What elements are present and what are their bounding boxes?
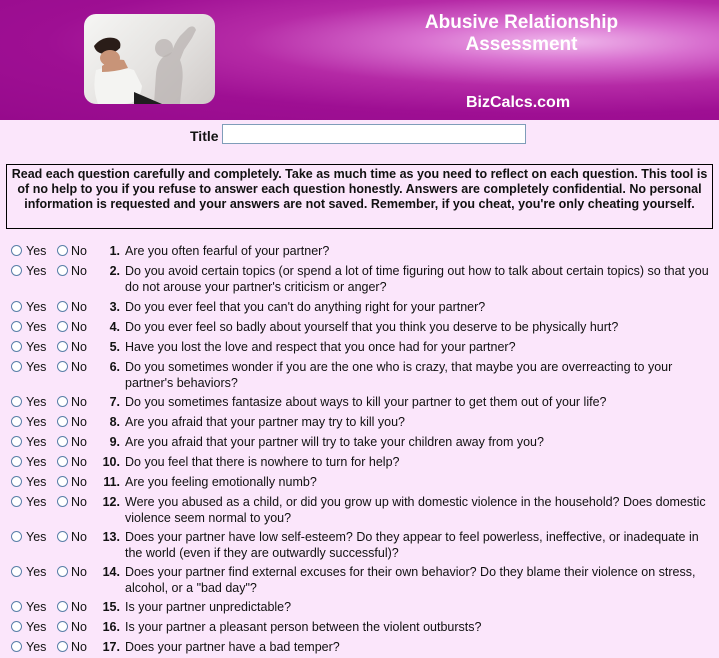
title-row — [0, 124, 719, 148]
yes-radio[interactable] — [11, 321, 22, 332]
no-label[interactable]: No — [71, 395, 87, 409]
yes-label[interactable]: Yes — [26, 640, 47, 654]
yes-label[interactable]: Yes — [26, 415, 47, 429]
question-text: Do you avoid certain topics (or spend a lot of time figuring out how to talk about certain topics) so that you do not arouse your partner's criticism or anger? — [125, 264, 709, 294]
question-text: Is your partner unpredictable? — [125, 600, 292, 614]
yes-label[interactable]: Yes — [26, 264, 47, 278]
no-radio[interactable] — [57, 566, 68, 577]
header-banner — [0, 0, 719, 120]
no-radio[interactable] — [57, 531, 68, 542]
question-row — [0, 319, 719, 335]
question-number: 8. — [109, 415, 120, 429]
app-title-line-1: Abusive Relationship — [424, 12, 619, 33]
yes-radio[interactable] — [11, 456, 22, 467]
yes-radio[interactable] — [11, 265, 22, 276]
question-number: 4. — [109, 320, 120, 334]
yes-radio[interactable] — [11, 621, 22, 632]
question-row — [0, 639, 719, 655]
no-label[interactable]: No — [71, 244, 87, 258]
no-radio[interactable] — [57, 341, 68, 352]
no-radio[interactable] — [57, 436, 68, 447]
no-label[interactable]: No — [71, 495, 87, 509]
question-number: 6. — [109, 360, 120, 374]
no-radio[interactable] — [57, 641, 68, 652]
yes-radio[interactable] — [11, 566, 22, 577]
yes-label[interactable]: Yes — [26, 620, 47, 634]
no-label[interactable]: No — [71, 300, 87, 314]
no-label[interactable]: No — [71, 565, 87, 579]
yes-radio[interactable] — [11, 245, 22, 256]
question-text: Were you abused as a child, or did you grow up with domestic violence in the household? Does domestic violence seem normal to you? — [125, 495, 706, 525]
question-text: Does your partner have a bad temper? — [125, 640, 340, 654]
no-label[interactable]: No — [71, 320, 87, 334]
no-radio[interactable] — [57, 456, 68, 467]
question-text: Does your partner find external excuses for their own behavior? Do they blame their violence on stress, alcohol, or a "bad day"? — [125, 565, 696, 595]
no-radio[interactable] — [57, 416, 68, 427]
question-row — [0, 414, 719, 430]
no-label[interactable]: No — [71, 640, 87, 654]
yes-label[interactable]: Yes — [26, 565, 47, 579]
question-row — [0, 494, 719, 526]
no-radio[interactable] — [57, 601, 68, 612]
no-radio[interactable] — [57, 396, 68, 407]
yes-radio[interactable] — [11, 416, 22, 427]
question-text: Is your partner a pleasant person between the violent outbursts? — [125, 620, 482, 634]
no-radio[interactable] — [57, 265, 68, 276]
yes-label[interactable]: Yes — [26, 300, 47, 314]
header-photo — [84, 14, 215, 104]
question-row — [0, 619, 719, 635]
yes-label[interactable]: Yes — [26, 455, 47, 469]
woman-shadow-illustration — [84, 14, 215, 104]
site-name: BizCalcs.com — [466, 94, 571, 111]
yes-radio[interactable] — [11, 436, 22, 447]
question-text: Are you afraid that your partner will try to take your children away from you? — [125, 435, 544, 449]
question-text: Are you often fearful of your partner? — [125, 244, 330, 258]
yes-radio[interactable] — [11, 341, 22, 352]
question-number: 11. — [103, 475, 120, 489]
question-row — [0, 263, 719, 295]
no-label[interactable]: No — [71, 360, 87, 374]
question-text: Does your partner have low self-esteem? Do they appear to feel powerless, ineffective, or inadequate in the world (even if they are outwardly successful)? — [125, 530, 699, 560]
question-number: 13. — [102, 530, 120, 544]
question-row — [0, 394, 719, 410]
app-title — [400, 12, 643, 56]
question-row — [0, 599, 719, 615]
no-label[interactable]: No — [71, 600, 87, 614]
no-label[interactable]: No — [71, 455, 87, 469]
no-label[interactable]: No — [71, 340, 87, 354]
instructions-box: Read each question carefully and completely. Take as much time as you need to reflect on each question. This tool is of no help to you if you refuse to answer each question honestly. Answers are completely confidential. No personal information is requested and your answers are not saved. Remember, if you cheat, you're only cheating yourself. — [6, 164, 713, 229]
question-number: 12. — [102, 495, 120, 509]
question-row — [0, 454, 719, 470]
no-label[interactable]: No — [71, 475, 87, 489]
yes-label[interactable]: Yes — [26, 244, 47, 258]
yes-label[interactable]: Yes — [26, 320, 47, 334]
question-number: 15. — [102, 600, 120, 614]
no-label[interactable]: No — [71, 530, 87, 544]
question-row — [0, 339, 719, 355]
question-number: 14. — [102, 565, 120, 579]
question-row — [0, 564, 719, 596]
question-text: Do you ever feel that you can't do anything right for your partner? — [125, 300, 486, 314]
question-number: 17. — [102, 640, 120, 654]
yes-label[interactable]: Yes — [26, 530, 47, 544]
question-row — [0, 529, 719, 561]
question-text: Have you lost the love and respect that you once had for your partner? — [125, 340, 516, 354]
yes-label[interactable]: Yes — [26, 340, 47, 354]
yes-radio[interactable] — [11, 601, 22, 612]
question-text: Do you feel that there is nowhere to turn for help? — [125, 455, 400, 469]
yes-radio[interactable] — [11, 531, 22, 542]
no-radio[interactable] — [57, 476, 68, 487]
yes-label[interactable]: Yes — [26, 600, 47, 614]
no-radio[interactable] — [57, 301, 68, 312]
question-row — [0, 299, 719, 315]
yes-radio[interactable] — [11, 476, 22, 487]
title-label: Title — [190, 128, 219, 144]
question-text: Do you sometimes wonder if you are the one who is crazy, that maybe you are overreacting to your partner's behaviors? — [125, 360, 673, 390]
yes-label[interactable]: Yes — [26, 360, 47, 374]
yes-label[interactable]: Yes — [26, 395, 47, 409]
question-row — [0, 243, 719, 259]
question-number: 2. — [109, 264, 120, 278]
question-number: 9. — [109, 435, 120, 449]
app-title-line-2: Assessment — [465, 34, 578, 55]
question-text: Are you feeling emotionally numb? — [125, 475, 317, 489]
no-radio[interactable] — [57, 496, 68, 507]
question-number: 5. — [109, 340, 120, 354]
question-number: 3. — [109, 300, 120, 314]
question-row — [0, 359, 719, 391]
yes-radio[interactable] — [11, 396, 22, 407]
question-number: 16. — [102, 620, 120, 634]
no-label[interactable]: No — [71, 264, 87, 278]
question-number: 7. — [109, 395, 120, 409]
question-row — [0, 434, 719, 450]
yes-radio[interactable] — [11, 496, 22, 507]
question-row — [0, 474, 719, 490]
no-radio[interactable] — [57, 361, 68, 372]
no-radio[interactable] — [57, 621, 68, 632]
question-number: 10. — [102, 455, 120, 469]
no-label[interactable]: No — [71, 435, 87, 449]
no-label[interactable]: No — [71, 620, 87, 634]
yes-radio[interactable] — [11, 301, 22, 312]
question-text: Do you ever feel so badly about yourself that you think you deserve to be physically hurt? — [125, 320, 619, 334]
question-text: Are you afraid that your partner may try to kill you? — [125, 415, 405, 429]
yes-label[interactable]: Yes — [26, 475, 47, 489]
no-label[interactable]: No — [71, 415, 87, 429]
yes-radio[interactable] — [11, 641, 22, 652]
no-radio[interactable] — [57, 245, 68, 256]
yes-radio[interactable] — [11, 361, 22, 372]
no-radio[interactable] — [57, 321, 68, 332]
question-text: Do you sometimes fantasize about ways to kill your partner to get them out of your life? — [125, 395, 607, 409]
question-number: 1. — [109, 244, 120, 258]
yes-label[interactable]: Yes — [26, 495, 47, 509]
title-input[interactable] — [222, 124, 526, 144]
yes-label[interactable]: Yes — [26, 435, 47, 449]
